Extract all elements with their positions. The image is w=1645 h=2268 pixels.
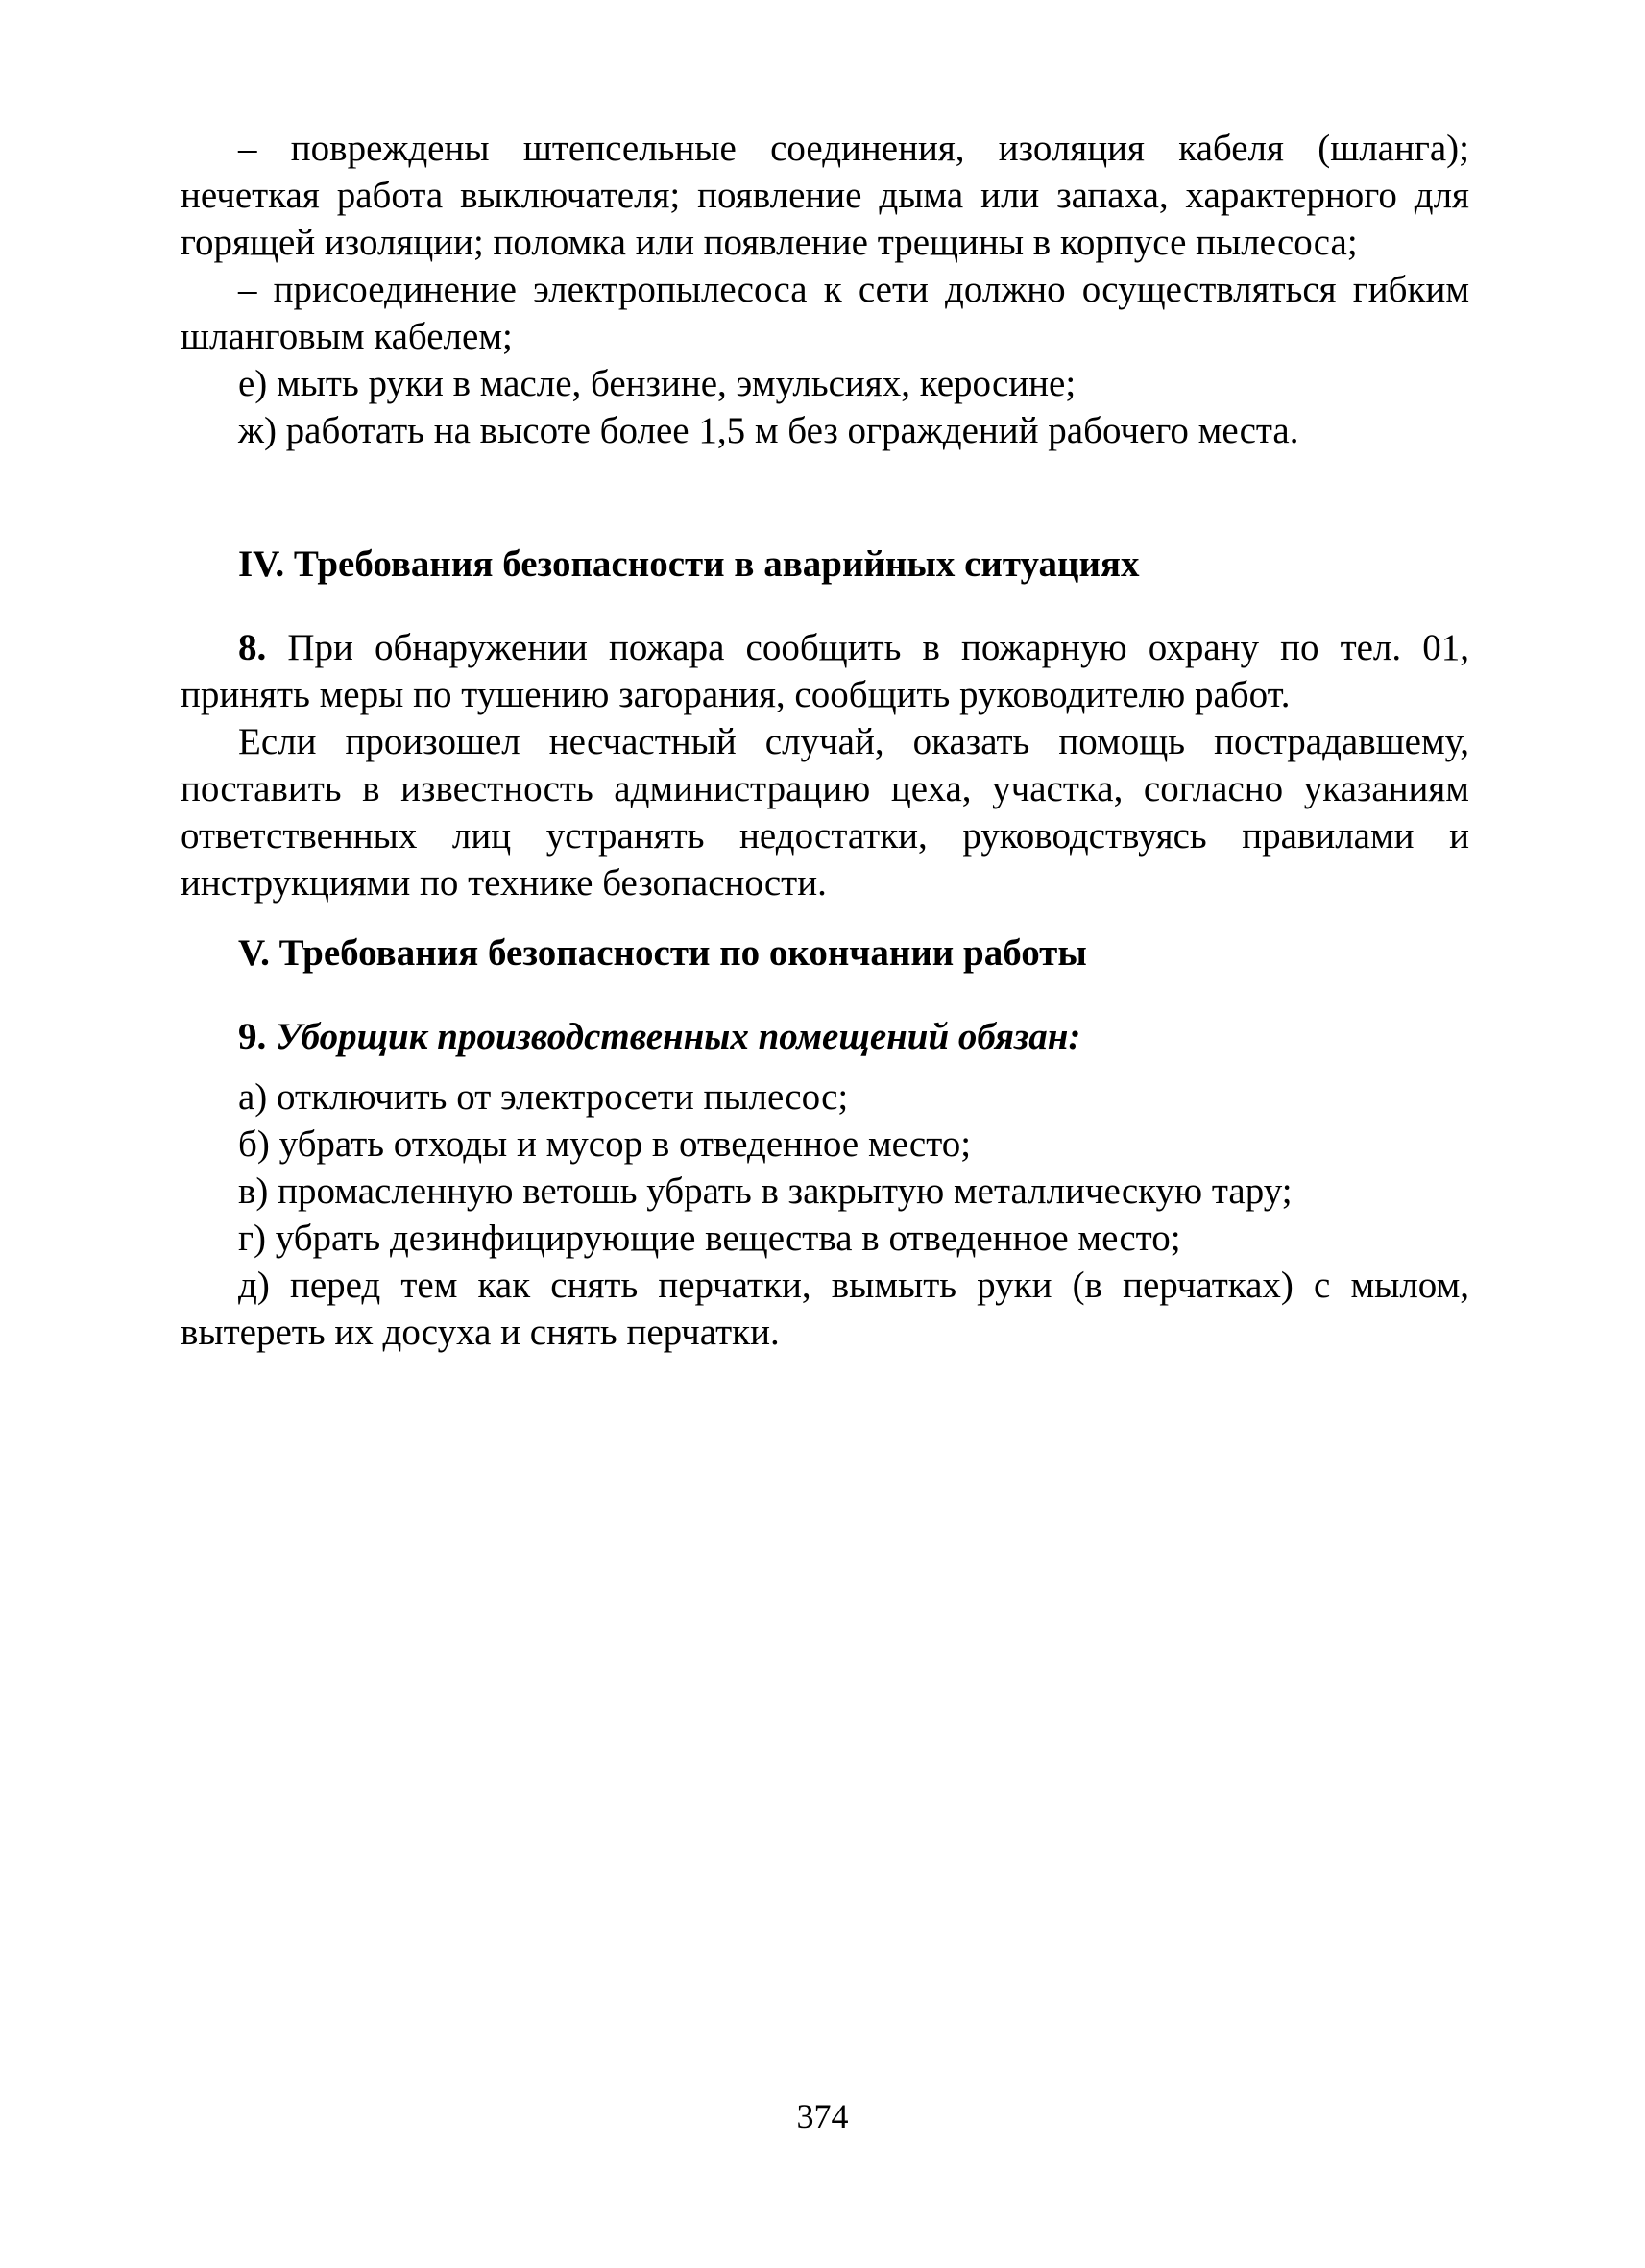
section-iv-body <box>181 624 1469 906</box>
paragraph: Если произошел несчастный случай, оказать помощь пострадавшему, поставить в известность администрацию цеха, участка, согласно указаниям ответственных лиц устранять недостатки, руководствуясь правилами и инструкциями по технике безопасности. <box>181 721 1469 904</box>
list-item: а) отключить от электросети пылесос; <box>238 1076 849 1118</box>
list-item: ж) работать на высоте более 1,5 м без ограждений рабочего места. <box>238 410 1299 451</box>
numbered-item <box>181 624 1469 718</box>
list-item: б) убрать отходы и мусор в отведенное место; <box>238 1123 972 1165</box>
numbered-item <box>181 1013 1469 1060</box>
item-title: Уборщик производственных помещений обязан: <box>266 1016 1081 1057</box>
page-number: 374 <box>796 2097 849 2135</box>
section-heading: V. Требования безопасности по окончании работы <box>238 932 1087 974</box>
item-number: 8. <box>238 627 267 668</box>
list-item: е) мыть руки в масле, бензине, эмульсиях, керосине; <box>238 363 1077 404</box>
item-text: При обнаружении пожара сообщить в пожарную охрану по тел. 01, принять меры по тушению загорания, сообщить руководителю работ. <box>181 627 1469 715</box>
list-item: д) перед тем как снять перчатки, вымыть руки (в перчатках) с мылом, вытереть их досуха и снять перчатки. <box>181 1265 1469 1353</box>
list-item: в) промасленную ветошь убрать в закрытую металлическую тару; <box>238 1170 1293 1212</box>
section-iv-heading-block <box>181 541 1469 588</box>
section-v-heading-block <box>181 929 1469 977</box>
paragraph: – присоединение электропылесоса к сети должно осуществляться гибким шланговым кабелем; <box>181 269 1469 357</box>
section-top-text <box>181 125 1469 454</box>
item-number: 9. <box>238 1016 267 1057</box>
paragraph: – повреждены штепсельные соединения, изоляция кабеля (шланга); нечеткая работа выключателя; появление дыма или запаха, характерного для горящей изоляции; поломка или появление трещины в корпусе пылесоса; <box>181 128 1469 263</box>
section-heading: IV. Требования безопасности в аварийных ситуациях <box>238 543 1140 585</box>
list-item: г) убрать дезинфицирующие вещества в отведенное место; <box>238 1218 1181 1259</box>
section-v-item-title <box>181 1013 1469 1060</box>
section-v-list <box>181 1074 1469 1356</box>
